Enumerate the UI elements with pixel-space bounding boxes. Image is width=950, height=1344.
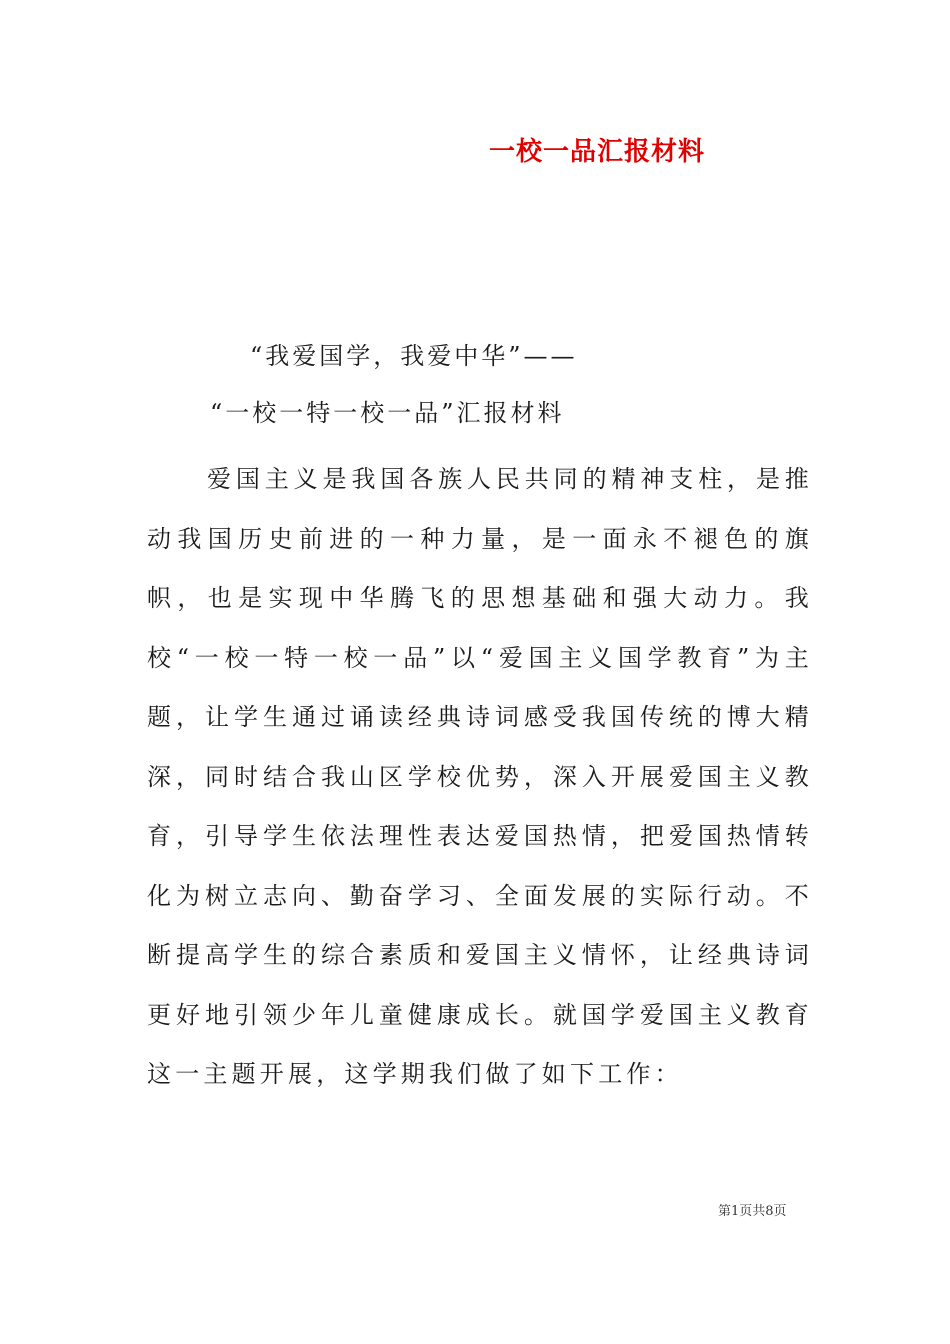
subtitle-line-2: “一校一特一校一品”汇报材料 bbox=[210, 399, 565, 427]
subtitle-line-1: “我爱国学，我爱中华”—— bbox=[250, 342, 578, 370]
body-paragraph: 爱国主义是我国各族人民共同的精神支柱，是推动我国历史前进的一种力量，是一面永不褪色的旗帜，也是实现中华腾飞的思想基础和强大动力。我校“一校一特一校一品”以“爱国主义国学教育”为主题，让学生通过诵读经典诗词感受我国传统的博大精深，同时结合我山区学校优势，深入开展爱国主义教育，引导学生依法理性表达爱国热情，把爱国热情转化为树立志向、勤奋学习、全面发展的实际行动。不断提高学生的综合素质和爱国主义情怀，让经典诗词更好地引领少年儿童健康成长。就国学爱国主义教育这一主题开展，这学期我们做了如下工作： bbox=[147, 465, 813, 1088]
document-title: 一校一品汇报材料 bbox=[489, 137, 706, 167]
page-number-footer: 第1页共8页 bbox=[718, 1204, 787, 1219]
